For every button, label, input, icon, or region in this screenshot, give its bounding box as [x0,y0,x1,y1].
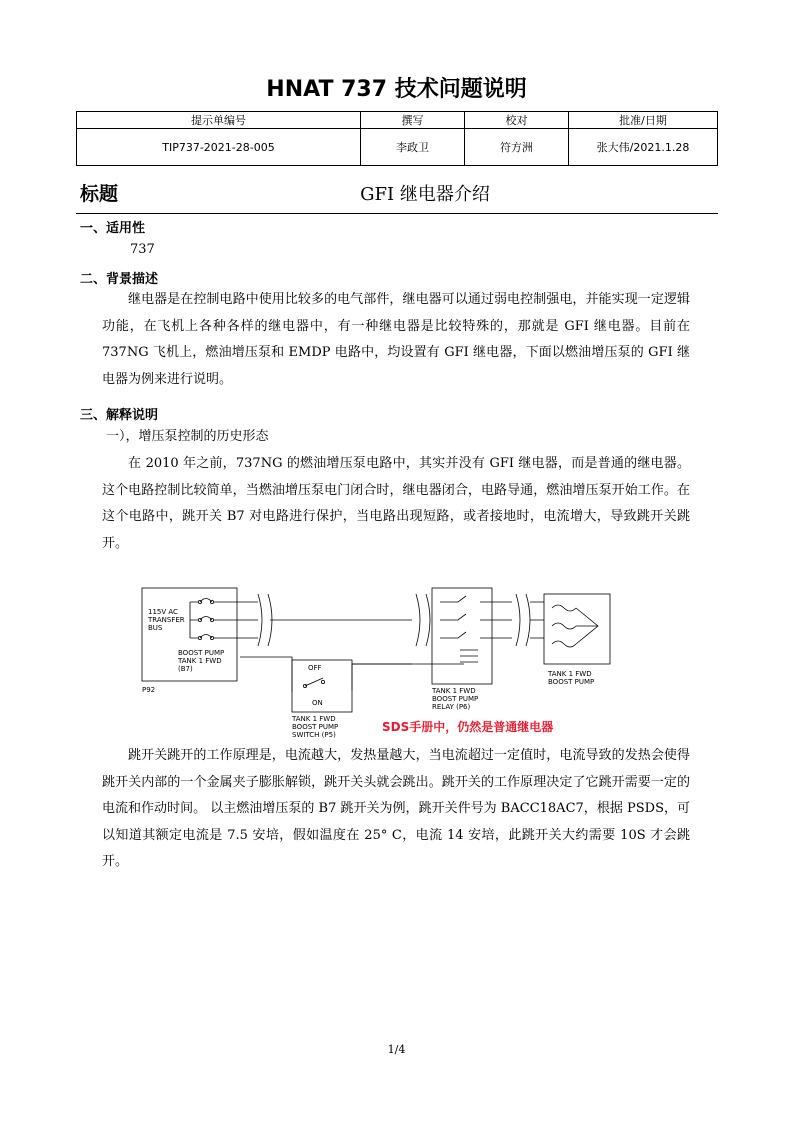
header-reviewer: 校对 [465,112,569,129]
relay-connector [426,594,430,646]
feed-wires [214,602,258,638]
section-explanation-title: 三、解释说明 [80,408,159,423]
pump-label-1: TANK 1 FWD [548,670,592,678]
cb-label-1: BOOST PUMP [178,649,225,657]
document-info-table [76,111,718,166]
applicability-text: 737 [130,242,155,257]
pump-windings [552,605,576,647]
cb-label-2: TANK 1 FWD [178,657,222,665]
explanation-paragraph-2: 跳开关跳开的工作原理是，电流越大，发热量越大，当电流超过一定值时，电流导致的发热会使得跳开关内部的一个金属夹子膨胀解锁，跳开关头就会跳出。跳开关的工作原理决定了它跳开需要一定的电流和作动时间。 以主燃油增压泵的 B7 跳开关为例，跳开关件号为 BACC18AC7，根据 PSDS，可以知道其额定电流是 7.5 安培，假如温度在 25° C，电流 14 安培，此跳开关大约需要 10S 才会跳开。 [102,748,690,869]
cb-label-3: (B7) [178,665,193,673]
relay-label-1: TANK 1 FWD [432,687,476,695]
bus-label-1: 115V AC [148,608,178,616]
pump-box [544,594,610,664]
heading-divider [76,213,718,214]
bus-label-2: TRANSFER [148,616,185,624]
author: 李政卫 [361,129,465,166]
pump-connector [526,594,530,646]
pump-connector [516,594,520,646]
switch-label-2: BOOST PUMP [292,723,339,731]
switch-on-label: ON [312,699,323,707]
info-header-row [77,112,718,129]
heading-label: 标题 [80,183,119,205]
tip-number: TIP737-2021-28-005 [77,129,361,166]
switch-blade [305,678,323,686]
header-approval-date: 批准/日期 [569,112,718,129]
relay-out-wires [480,602,512,638]
relay-label-3: RELAY (P6) [432,703,471,711]
switch-label-3: SWITCH (P5) [292,731,336,739]
background-paragraph: 继电器是在控制电路中使用比较多的电气部件，继电器可以通过弱电控制强电，并能实现一定逻辑功能，在飞机上各种各样的继电器中，有一种继电器是比较特殊的，那就是 GFI 继电器。目前在 737NG 飞机上，燃油增压泵和 EMDP 电路中，均设置有 GFI 继电器，下面以燃油增压泵的 GFI 继电器为例来进行说明。 [102,292,690,387]
relay-connector [416,594,420,646]
explanation-paragraph-1: 在 2010 年之前，737NG 的燃油增压泵电路中，其实并没有 GFI 继电器，而是普通的继电器。这个电路控制比较简单，当燃油增压泵电门闭合时，继电器闭合，电路导通，燃油增压泵开始工作。在这个电路中，跳开关 B7 对电路进行保护，当电路出现短路，或者接地时，电流增大，导致跳开关跳开。 [102,456,690,551]
switch-label-1: TANK 1 FWD [292,715,336,723]
red-annotation: SDS手册中，仍然是普通继电器 [382,720,554,734]
section-applicability-title: 一、适用性 [80,221,146,236]
header-tip-number: 提示单编号 [77,112,361,129]
pump-label-2: BOOST PUMP [548,678,595,686]
switch-contact [321,680,324,683]
relay-box [432,588,492,684]
document-title: HNAT 737 技术问题说明 [266,77,527,102]
pump-wires [530,602,544,638]
switch-feed-wire [240,657,292,692]
subsection-title: 一），增压泵控制的历史形态 [106,429,269,444]
relay-coil [460,650,478,662]
bus-label-3: BUS [148,624,163,632]
reviewer: 符方洲 [465,129,569,166]
relay-contacts [440,596,466,638]
relay-label-2: BOOST PUMP [432,695,479,703]
heading-title: GFI 继电器介绍 [360,184,490,205]
approval-date: 张大伟/2021.1.28 [569,129,718,166]
pump-wye [576,608,598,644]
page-number: 1/4 [387,1043,406,1056]
connector-bracket [258,594,262,646]
circuit-diagram [140,580,620,740]
switch-off-label: OFF [308,664,322,672]
bus-wires [190,602,198,638]
header-author: 撰写 [361,112,465,129]
info-value-row [77,129,718,166]
section-background-title: 二、背景描述 [80,272,159,287]
panel-label: P92 [142,686,156,694]
